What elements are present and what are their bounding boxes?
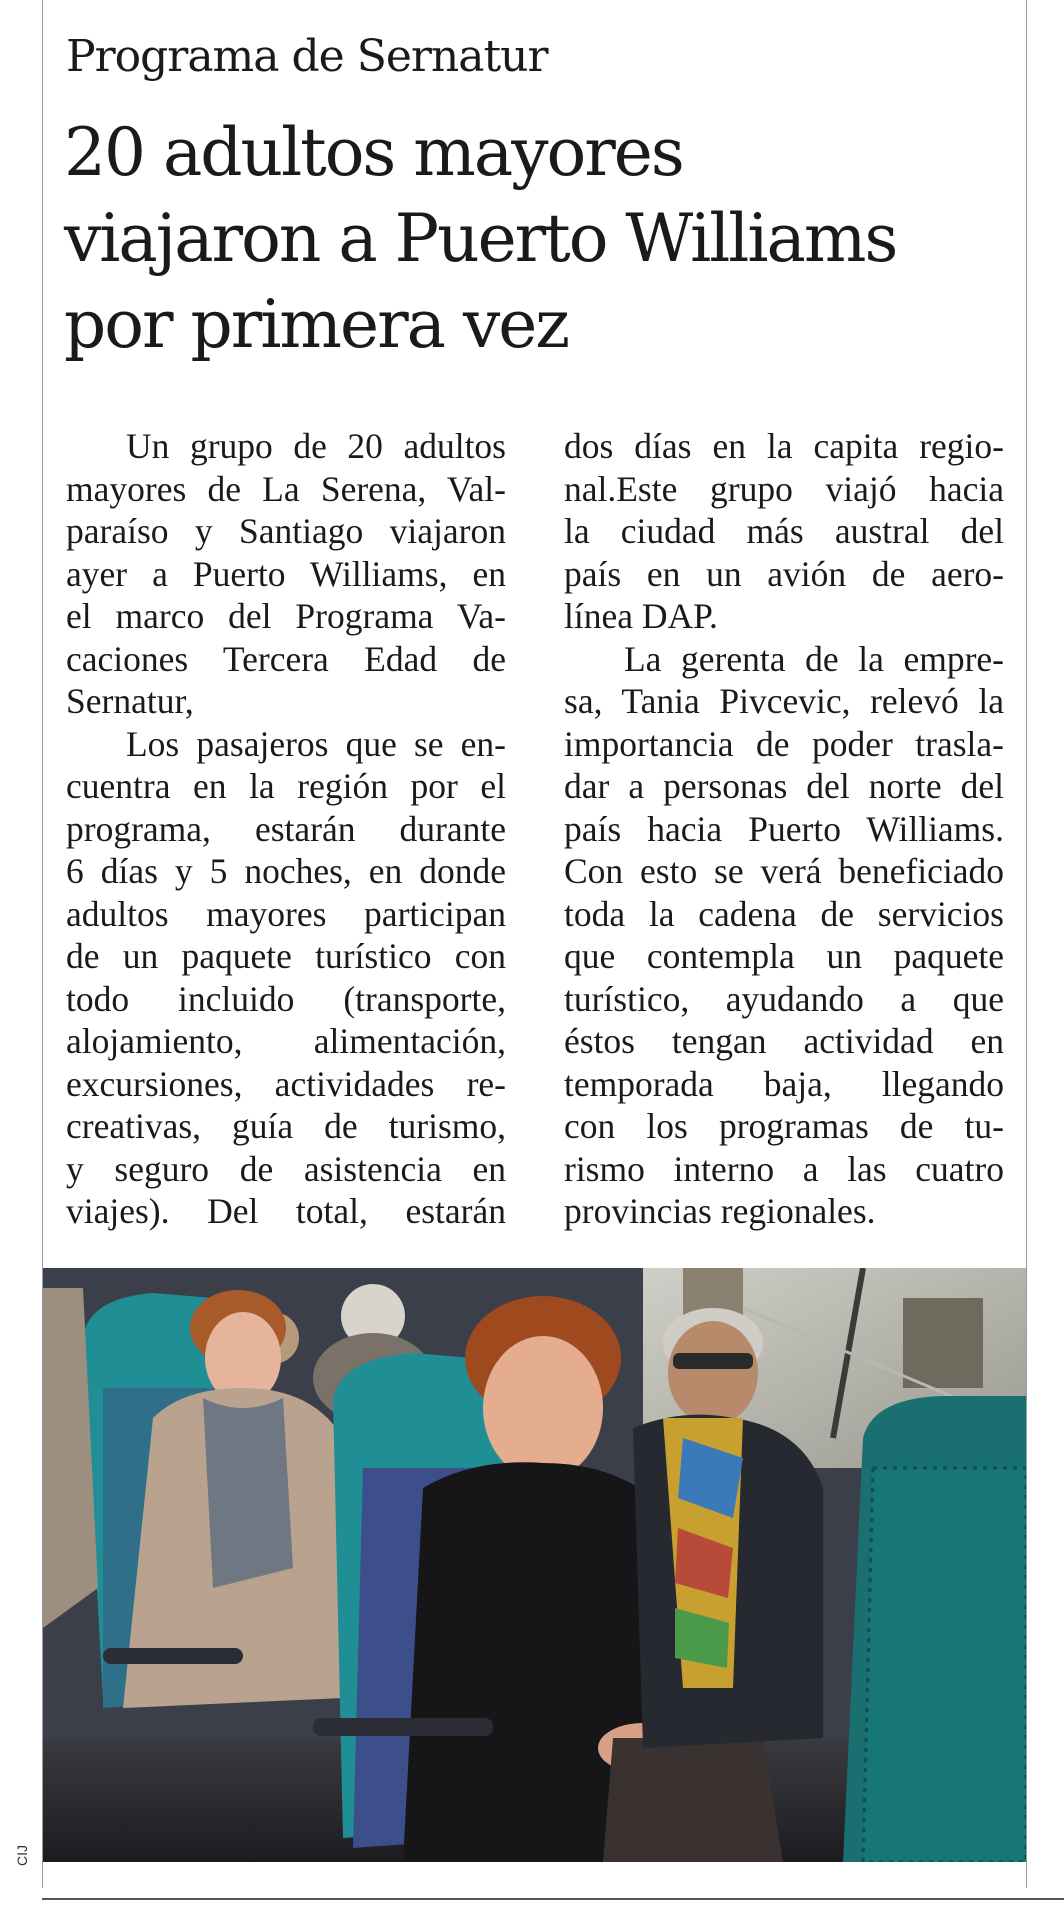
headline-line: por primera vez (64, 286, 569, 363)
body-line: mayores de La Serena, Val- (66, 468, 506, 509)
body-line: el marco del Programa Va- (66, 596, 506, 636)
article-photo (43, 1268, 1026, 1862)
body-line: paraíso y Santiago viajaron (66, 511, 506, 551)
body-line: turístico, ayudando a que (564, 978, 1004, 1019)
article-kicker: Programa de Sernatur (66, 31, 548, 82)
body-line: sa, Tania Pivcevic, relevó la (564, 681, 1004, 721)
body-line: La gerenta de la empre- (624, 638, 1004, 679)
body-line: con los programas de tu- (564, 1106, 1004, 1146)
body-line: todo incluido (transporte, (66, 978, 506, 1019)
body-line: toda la cadena de servicios (564, 893, 1004, 934)
body-line: y seguro de asistencia en (66, 1148, 506, 1189)
body-line: programa, estarán durante (66, 808, 506, 849)
body-line: cuentra en la región por el (66, 766, 506, 806)
article-column-2 (564, 425, 1004, 1233)
body-line: dos días en la capita regio- (564, 426, 1004, 466)
body-line: Con esto se verá beneficiado (564, 851, 1004, 891)
body-line: alojamiento, alimentación, (66, 1021, 506, 1061)
body-line: importancia de poder trasla- (564, 723, 1004, 764)
body-line: rismo interno a las cuatro (564, 1148, 1004, 1189)
body-line: viajes). Del total, estarán (66, 1191, 506, 1231)
body-line: ayer a Puerto Williams, en (66, 553, 506, 594)
body-line: Un grupo de 20 adultos (126, 426, 506, 466)
body-line: creativas, guía de turismo, (66, 1106, 506, 1146)
body-line: de un paquete turístico con (66, 936, 506, 976)
article-column-1 (66, 425, 506, 1233)
headline-line: 20 adultos mayores (64, 114, 683, 191)
frame-right-rule (1026, 0, 1027, 1888)
article-headline (64, 110, 1024, 368)
body-line: adultos mayores participan (66, 893, 506, 934)
photo-credit: CIJ (14, 1845, 30, 1866)
bottom-rule (42, 1898, 1064, 1900)
body-line: 6 días y 5 noches, en donde (66, 851, 506, 891)
body-line: Sernatur, (66, 681, 194, 721)
body-line: dar a personas del norte del (564, 766, 1004, 806)
body-line: la ciudad más austral del (564, 511, 1004, 551)
body-line: país hacia Puerto Williams. (564, 808, 1004, 849)
body-line: caciones Tercera Edad de (66, 638, 506, 679)
body-line: línea DAP. (564, 596, 718, 636)
body-line: temporada baja, llegando (564, 1063, 1004, 1104)
body-line: país en un avión de aero- (564, 553, 1004, 594)
body-line: provincias regionales. (564, 1191, 876, 1231)
body-line: excursiones, actividades re- (66, 1063, 506, 1104)
body-line: nal.Este grupo viajó hacia (564, 468, 1004, 509)
headline-line: viajaron a Puerto Williams (64, 200, 897, 277)
bus-passengers-illustration (43, 1268, 1026, 1862)
body-line: Los pasajeros que se en- (126, 723, 506, 764)
body-line: que contempla un paquete (564, 936, 1004, 976)
body-line: éstos tengan actividad en (564, 1021, 1004, 1061)
